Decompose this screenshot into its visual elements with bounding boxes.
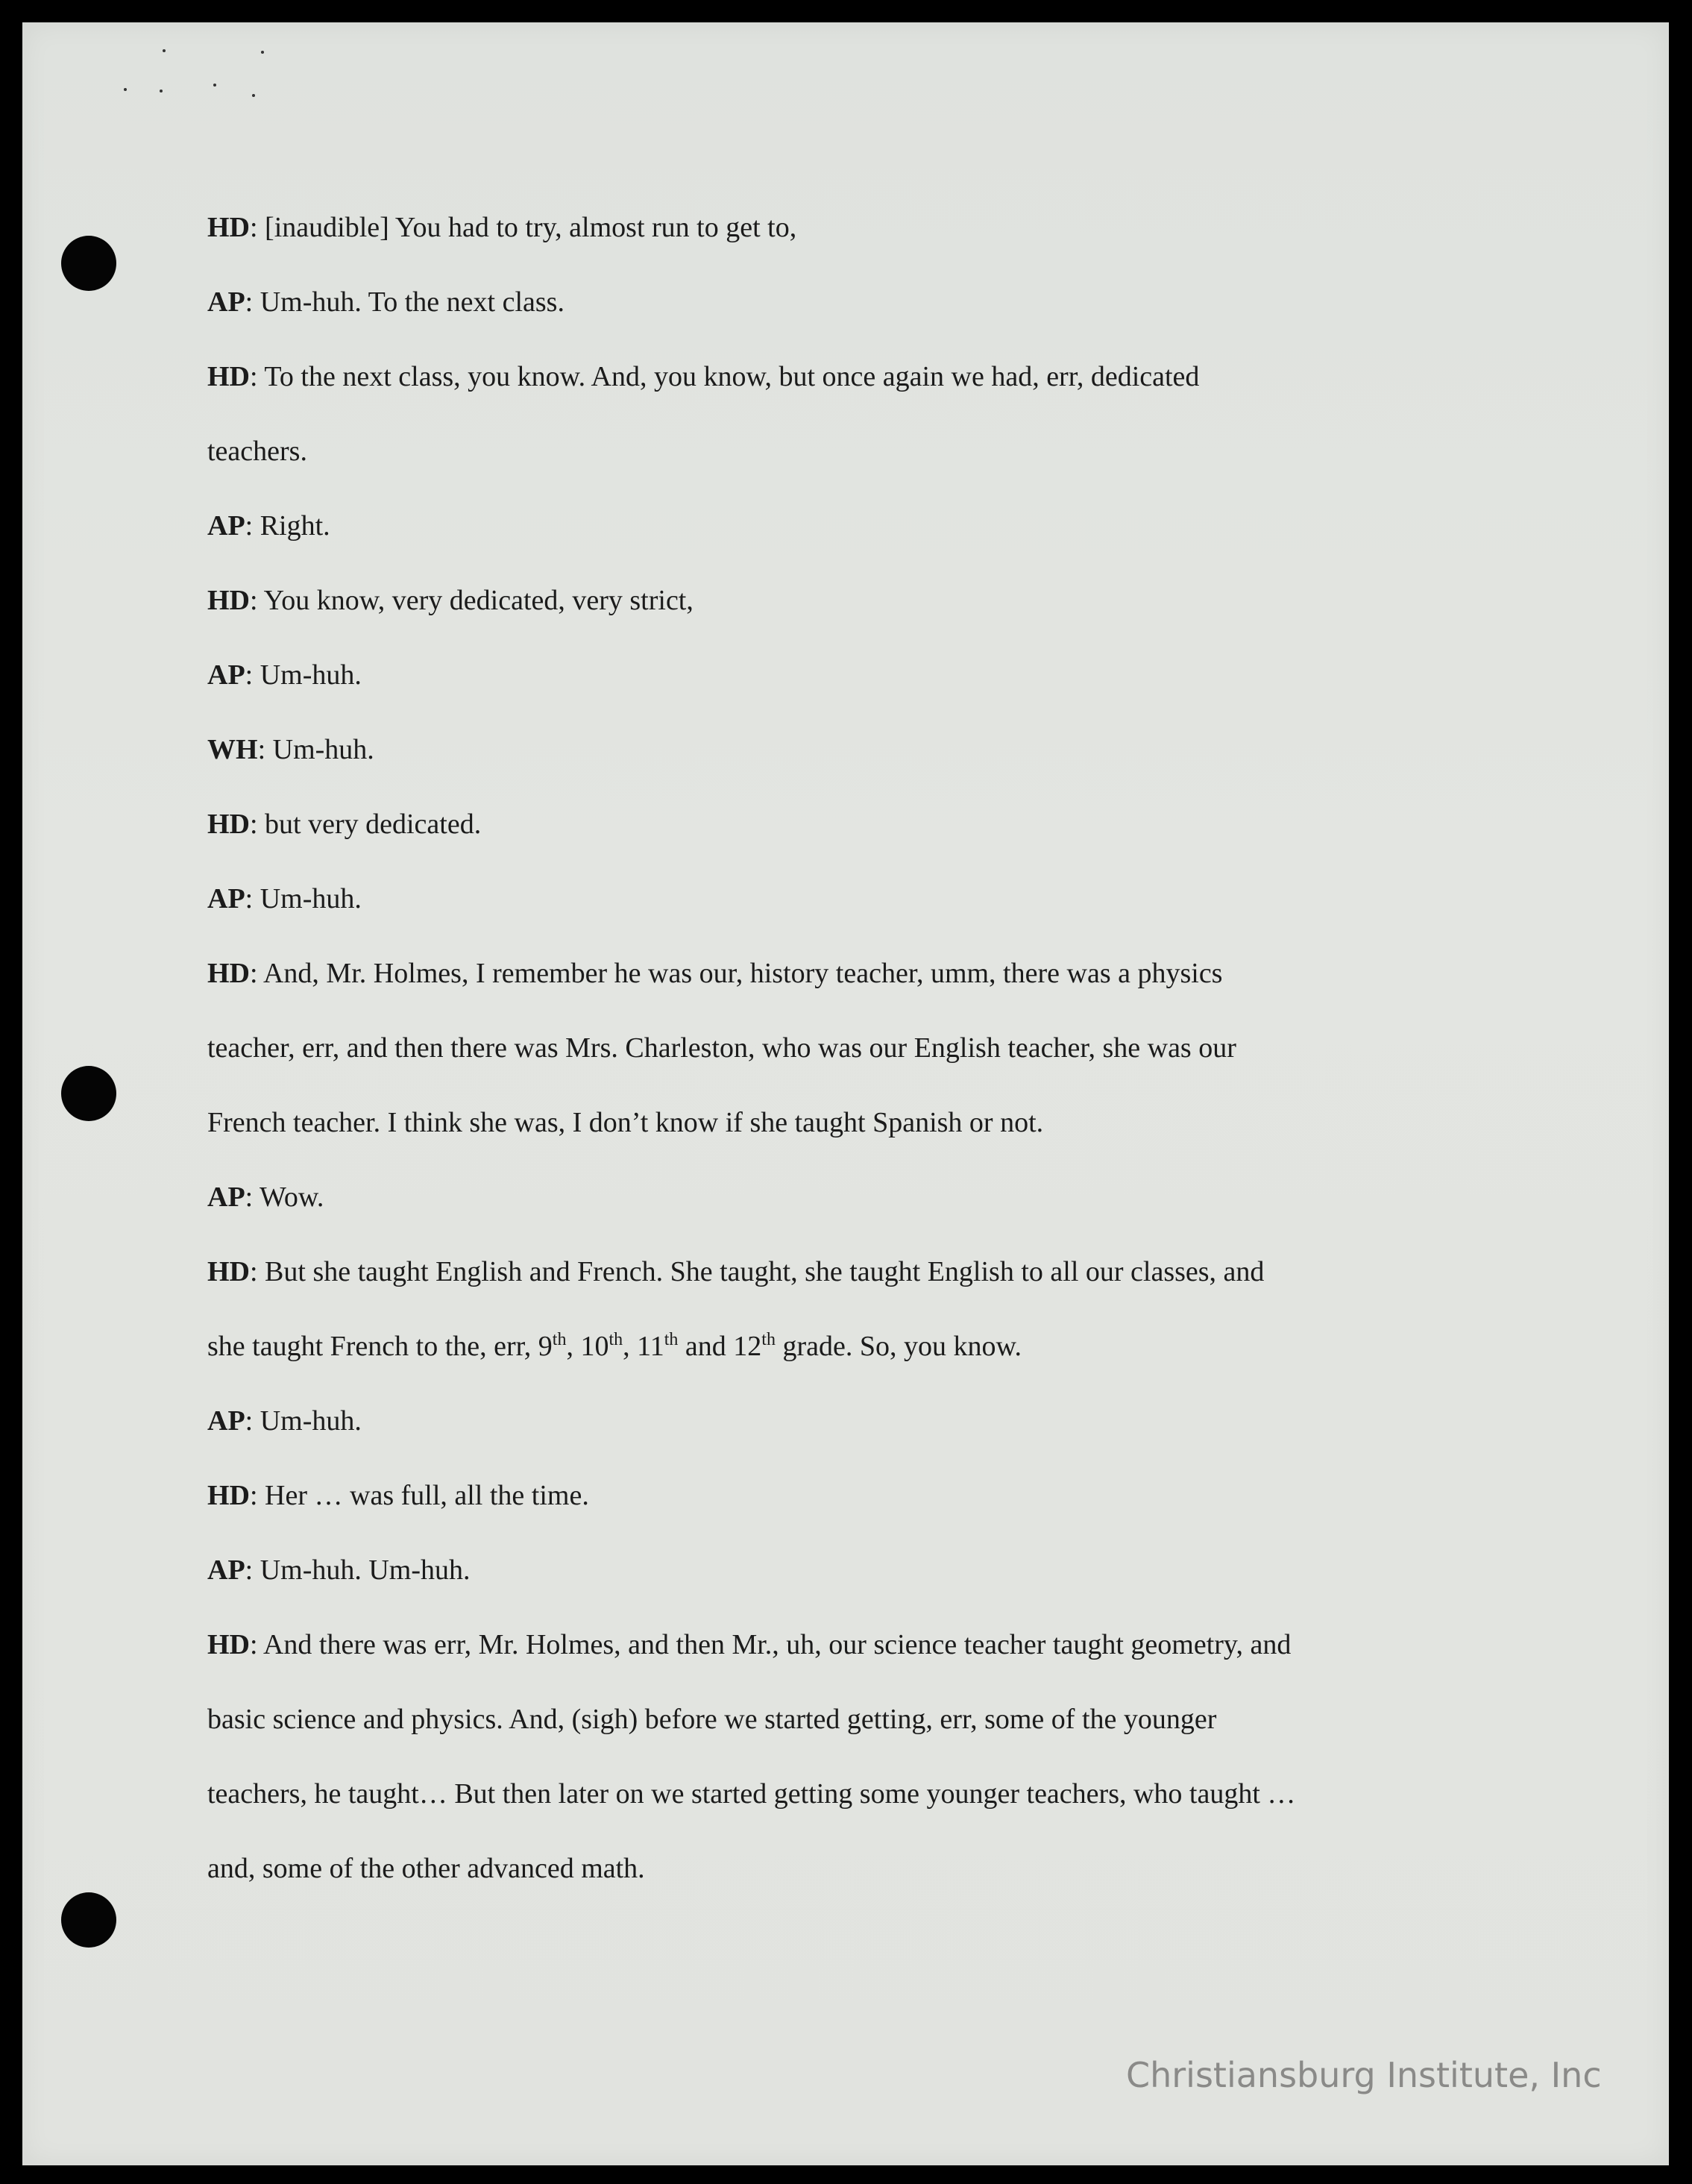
line-text: : but very dedicated. xyxy=(250,809,482,840)
line-text: : Um-huh. xyxy=(245,659,362,691)
transcript-line xyxy=(207,1328,1505,1365)
ordinal-suffix: th xyxy=(608,1330,623,1349)
ordinal-suffix: th xyxy=(552,1330,567,1349)
transcript-line xyxy=(207,1104,1505,1141)
transcript-line xyxy=(207,806,1505,843)
line-text: : But she taught English and French. She taught, she taught English to all our classes, and xyxy=(250,1256,1265,1287)
paper-speck xyxy=(160,90,163,92)
speaker-label: HD xyxy=(207,1256,250,1287)
transcript-line xyxy=(207,1850,1505,1887)
line-text: teachers. xyxy=(207,436,307,467)
speaker-label: HD xyxy=(207,212,250,243)
line-text: teacher, err, and then there was Mrs. Charleston, who was our English teacher, she was our xyxy=(207,1032,1236,1064)
line-text: and, some of the other advanced math. xyxy=(207,1853,645,1884)
speaker-label: HD xyxy=(207,958,250,989)
line-text: : And there was err, Mr. Holmes, and then Mr., uh, our science teacher taught geometry, and xyxy=(250,1629,1292,1660)
speaker-label: HD xyxy=(207,809,250,840)
speaker-label: HD xyxy=(207,361,250,392)
line-text: : [inaudible] You had to try, almost run to get to, xyxy=(250,212,797,243)
speaker-label: AP xyxy=(207,883,245,914)
paper-speck xyxy=(124,88,127,91)
line-text: : Um-huh. xyxy=(245,1405,362,1437)
line-text: grade. So, you know. xyxy=(775,1331,1022,1362)
binder-hole-bottom xyxy=(61,1892,116,1948)
transcript-line xyxy=(207,656,1505,694)
transcript-line xyxy=(207,880,1505,917)
transcript-line xyxy=(207,731,1505,768)
transcript-line xyxy=(207,1775,1505,1813)
line-text: French teacher. I think she was, I don’t know if she taught Spanish or not. xyxy=(207,1107,1044,1138)
line-text: : Her … was full, all the time. xyxy=(250,1480,589,1511)
transcript-line xyxy=(207,955,1505,992)
speaker-label: AP xyxy=(207,510,245,542)
transcript-line xyxy=(207,1626,1505,1663)
speaker-label: AP xyxy=(207,286,245,318)
paper-speck xyxy=(163,49,166,52)
ordinal-suffix: th xyxy=(761,1330,776,1349)
line-text: teachers, he taught… But then later on we started getting some younger teachers, who taught … xyxy=(207,1778,1296,1810)
paper-speck xyxy=(213,84,216,87)
watermark-text: Christiansburg Institute, Inc xyxy=(1126,2055,1602,2095)
transcript-line xyxy=(207,1477,1505,1514)
speaker-label: WH xyxy=(207,734,258,765)
transcript-line xyxy=(207,283,1505,321)
line-text: , 10 xyxy=(566,1331,609,1362)
line-text: : Um-huh. xyxy=(257,734,374,765)
transcript-line xyxy=(207,1402,1505,1440)
line-text: : To the next class, you know. And, you know, but once again we had, err, dedicated xyxy=(250,361,1200,392)
transcript-line xyxy=(207,358,1505,395)
transcript-line xyxy=(207,507,1505,545)
speaker-label: AP xyxy=(207,1182,245,1213)
speaker-label: HD xyxy=(207,1480,250,1511)
speaker-label: HD xyxy=(207,1629,250,1660)
line-text: and 12 xyxy=(678,1331,762,1362)
speaker-label: AP xyxy=(207,659,245,691)
line-text: : Um-huh. Um-huh. xyxy=(245,1554,471,1586)
speaker-label: HD xyxy=(207,585,250,616)
line-text: : Um-huh. To the next class. xyxy=(245,286,564,318)
transcript-line xyxy=(207,433,1505,470)
line-text: she taught French to the, err, 9 xyxy=(207,1331,553,1362)
line-text: : You know, very dedicated, very strict, xyxy=(250,585,694,616)
line-text: , 11 xyxy=(623,1331,664,1362)
transcript-line xyxy=(207,1701,1505,1738)
line-text: : Right. xyxy=(245,510,330,542)
transcript-line xyxy=(207,1029,1505,1067)
line-text: : Um-huh. xyxy=(245,883,362,914)
line-text: : Wow. xyxy=(245,1182,324,1213)
transcript-line xyxy=(207,1253,1505,1290)
line-text: basic science and physics. And, (sigh) before we started getting, err, some of the younger xyxy=(207,1704,1217,1735)
binder-hole-top xyxy=(61,236,116,291)
paper-speck xyxy=(252,94,255,97)
transcript-line xyxy=(207,209,1505,246)
ordinal-suffix: th xyxy=(664,1330,679,1349)
line-text: : And, Mr. Holmes, I remember he was our, history teacher, umm, there was a physics xyxy=(250,958,1223,989)
transcript-line xyxy=(207,582,1505,619)
transcript-line xyxy=(207,1179,1505,1216)
speaker-label: AP xyxy=(207,1405,245,1437)
speaker-label: AP xyxy=(207,1554,245,1586)
transcript-text xyxy=(207,209,1505,1924)
binder-hole-middle xyxy=(61,1066,116,1121)
paper-speck xyxy=(261,51,264,54)
transcript-line xyxy=(207,1551,1505,1589)
